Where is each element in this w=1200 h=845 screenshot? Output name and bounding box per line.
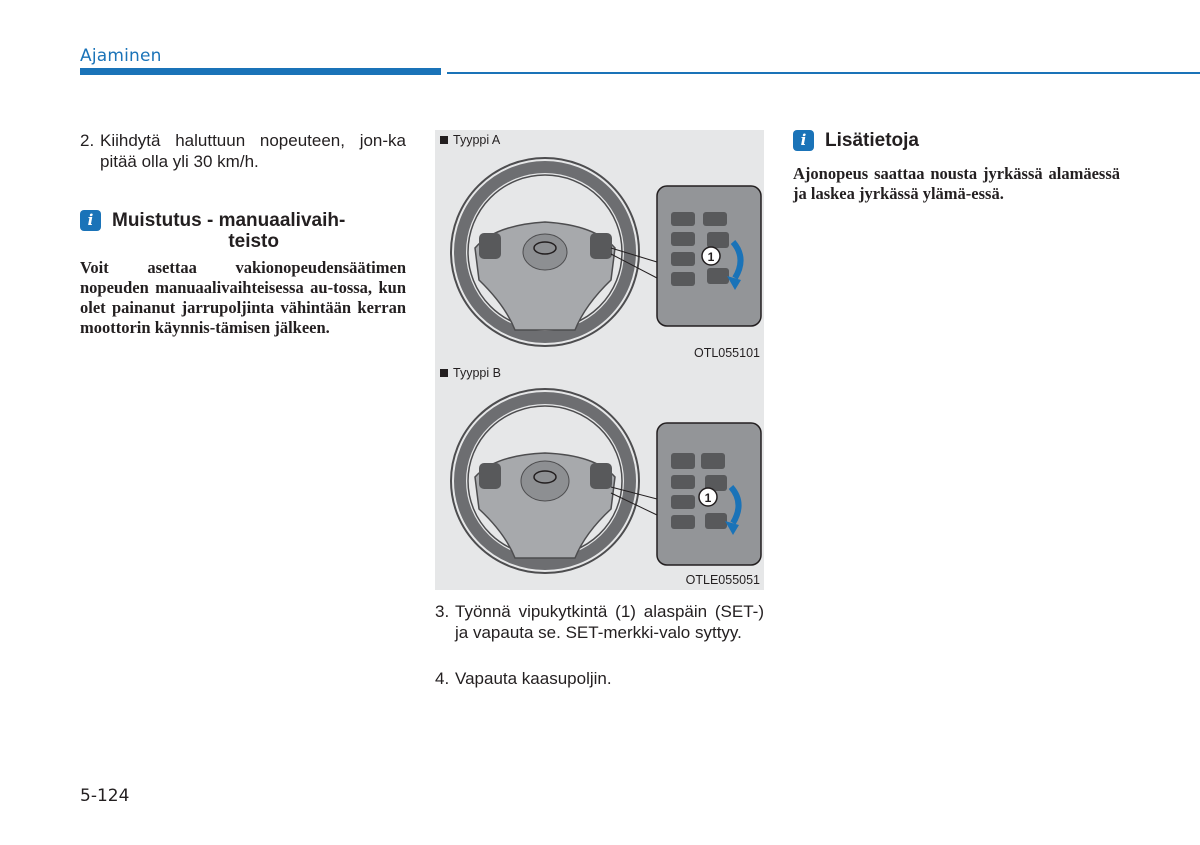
info-icon: i: [80, 210, 101, 231]
callout-number: 1: [704, 491, 712, 505]
step-4: [435, 668, 764, 689]
note-heading: [80, 210, 406, 252]
info-icon: i: [793, 130, 814, 151]
steering-wheel-illustration-b: [435, 363, 764, 590]
steering-wheel-illustration-a: [435, 130, 764, 363]
figure-code: OTLE055051: [685, 573, 760, 587]
step-number: 4.: [435, 669, 450, 688]
step-2: [80, 130, 406, 172]
header-rule-thin: [447, 72, 1200, 74]
callout-number: 1: [707, 250, 715, 264]
info-note-body: Ajonopeus saattaa nousta jyrkässä alamäessä ja laskea jyrkässä ylämä-essä.: [793, 164, 1120, 203]
figure-type-b: [435, 363, 764, 590]
info-note-heading: [793, 130, 1120, 151]
figure-caption: Tyyppi B: [440, 366, 501, 380]
note-body: Voit asettaa vakionopeudensäätimen nopeuden manuaalivaihteisessa au-tossa, kun olet painanut jarrupoljinta vähintään kerran moottorin käynnis-tämisen jälkeen.: [80, 258, 406, 337]
figure-code: OTL055101: [693, 346, 760, 360]
step-text: Työnnä vipukytkintä (1) alaspäin (SET-) ja vapauta se. SET-merkki-valo syttyy.: [455, 602, 764, 642]
figure-type-a: [435, 130, 764, 363]
step-number: 3.: [435, 602, 450, 621]
note-title: Lisätietoja: [825, 130, 919, 151]
step-text: Vapauta kaasupoljin.: [455, 669, 612, 688]
step-text: Kiihdytä haluttuun nopeuteen, jon-ka pitää olla yli 30 km/h.: [100, 131, 406, 171]
note-title: Muistutus - manuaalivaih- teisto: [112, 210, 346, 252]
header-rule-thick: [80, 68, 441, 75]
section-title: Ajaminen: [80, 46, 162, 66]
page-number: 5-124: [80, 786, 130, 806]
step-number: 2.: [80, 131, 95, 150]
step-3: [435, 601, 764, 643]
figure-caption: Tyyppi A: [440, 133, 500, 147]
